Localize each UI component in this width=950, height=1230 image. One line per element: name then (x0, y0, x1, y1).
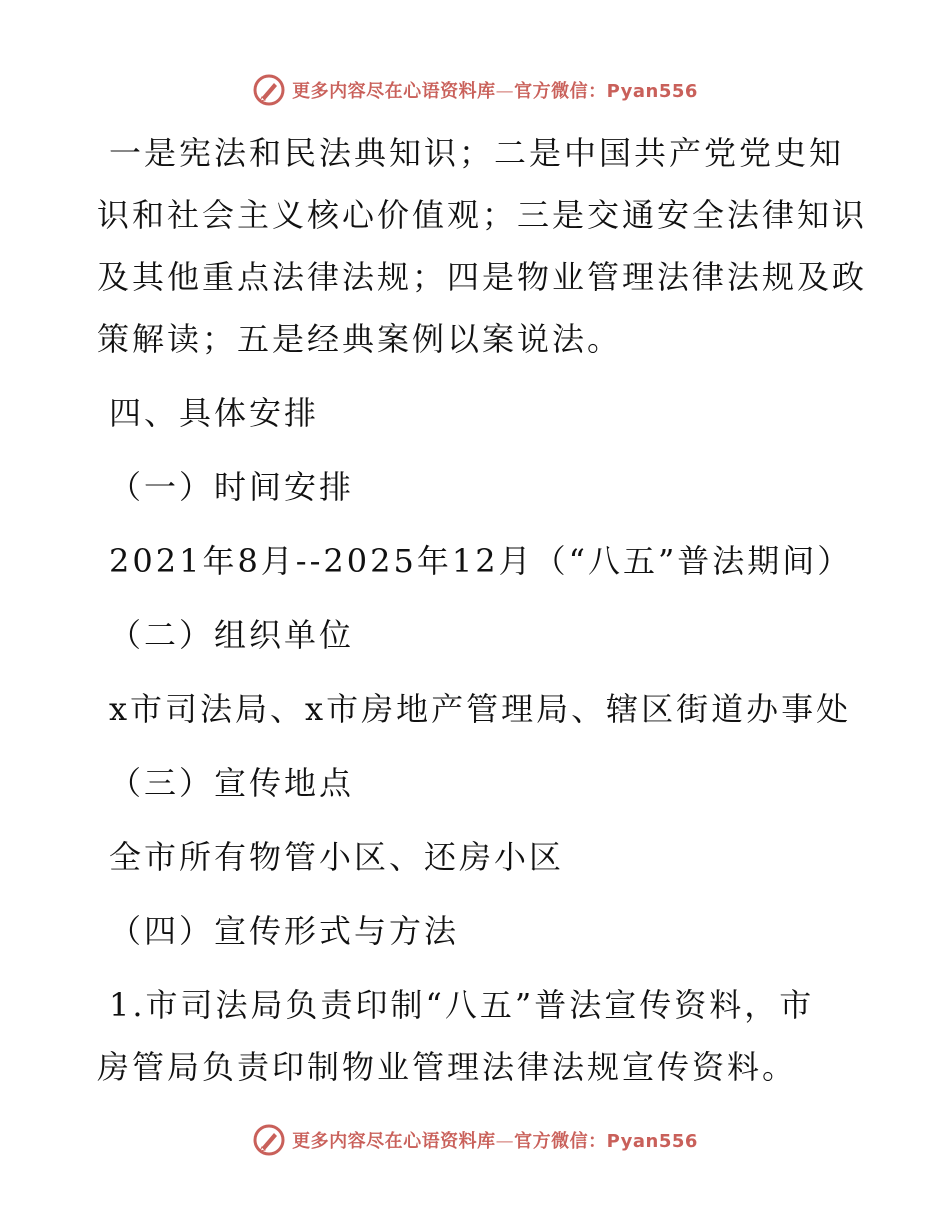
text-line: 策解读；五是经典案例以案说法。 (97, 320, 623, 358)
header-watermark-banner (0, 70, 950, 110)
paragraph-location: 全市所有物管小区、还房小区 (109, 838, 565, 876)
footer-watermark-banner (0, 1120, 950, 1160)
subheading-methods: （四）宣传形式与方法 (109, 912, 460, 950)
text-line: 一是宪法和民法典知识；二是中国共产党党史知 (109, 134, 845, 172)
paragraph-organizers: x市司法局、x市房地产管理局、辖区街道办事处 (109, 690, 852, 728)
paragraph-time: 2021年8月--2025年12月（“八五”普法期间） (109, 542, 853, 580)
section-heading-arrangement: 四、具体安排 (109, 394, 320, 432)
paragraph-content-list (97, 122, 868, 370)
subheading-location: （三）宣传地点 (109, 764, 355, 802)
subheading-organizers: （二）组织单位 (109, 616, 355, 654)
subheading-time: （一）时间安排 (109, 468, 355, 506)
text-line: 1.市司法局负责印制“八五”普法宣传资料，市 (109, 986, 815, 1024)
paragraph-methods (97, 974, 857, 1098)
pen-nib-logo-icon (252, 1123, 286, 1157)
document-body (97, 122, 868, 1110)
text-line: 房管局负责印制物业管理法律法规宣传资料。 (97, 1048, 798, 1086)
pen-nib-logo-icon (252, 73, 286, 107)
text-line: 识和社会主义核心价值观；三是交通安全法律知识 (97, 196, 868, 234)
text-line: 及其他重点法律法规；四是物业管理法律法规及政 (97, 258, 868, 296)
watermark-text: 更多内容尽在心语资料库—官方微信：Pyan556 (292, 81, 698, 102)
watermark-text: 更多内容尽在心语资料库—官方微信：Pyan556 (292, 1131, 698, 1152)
